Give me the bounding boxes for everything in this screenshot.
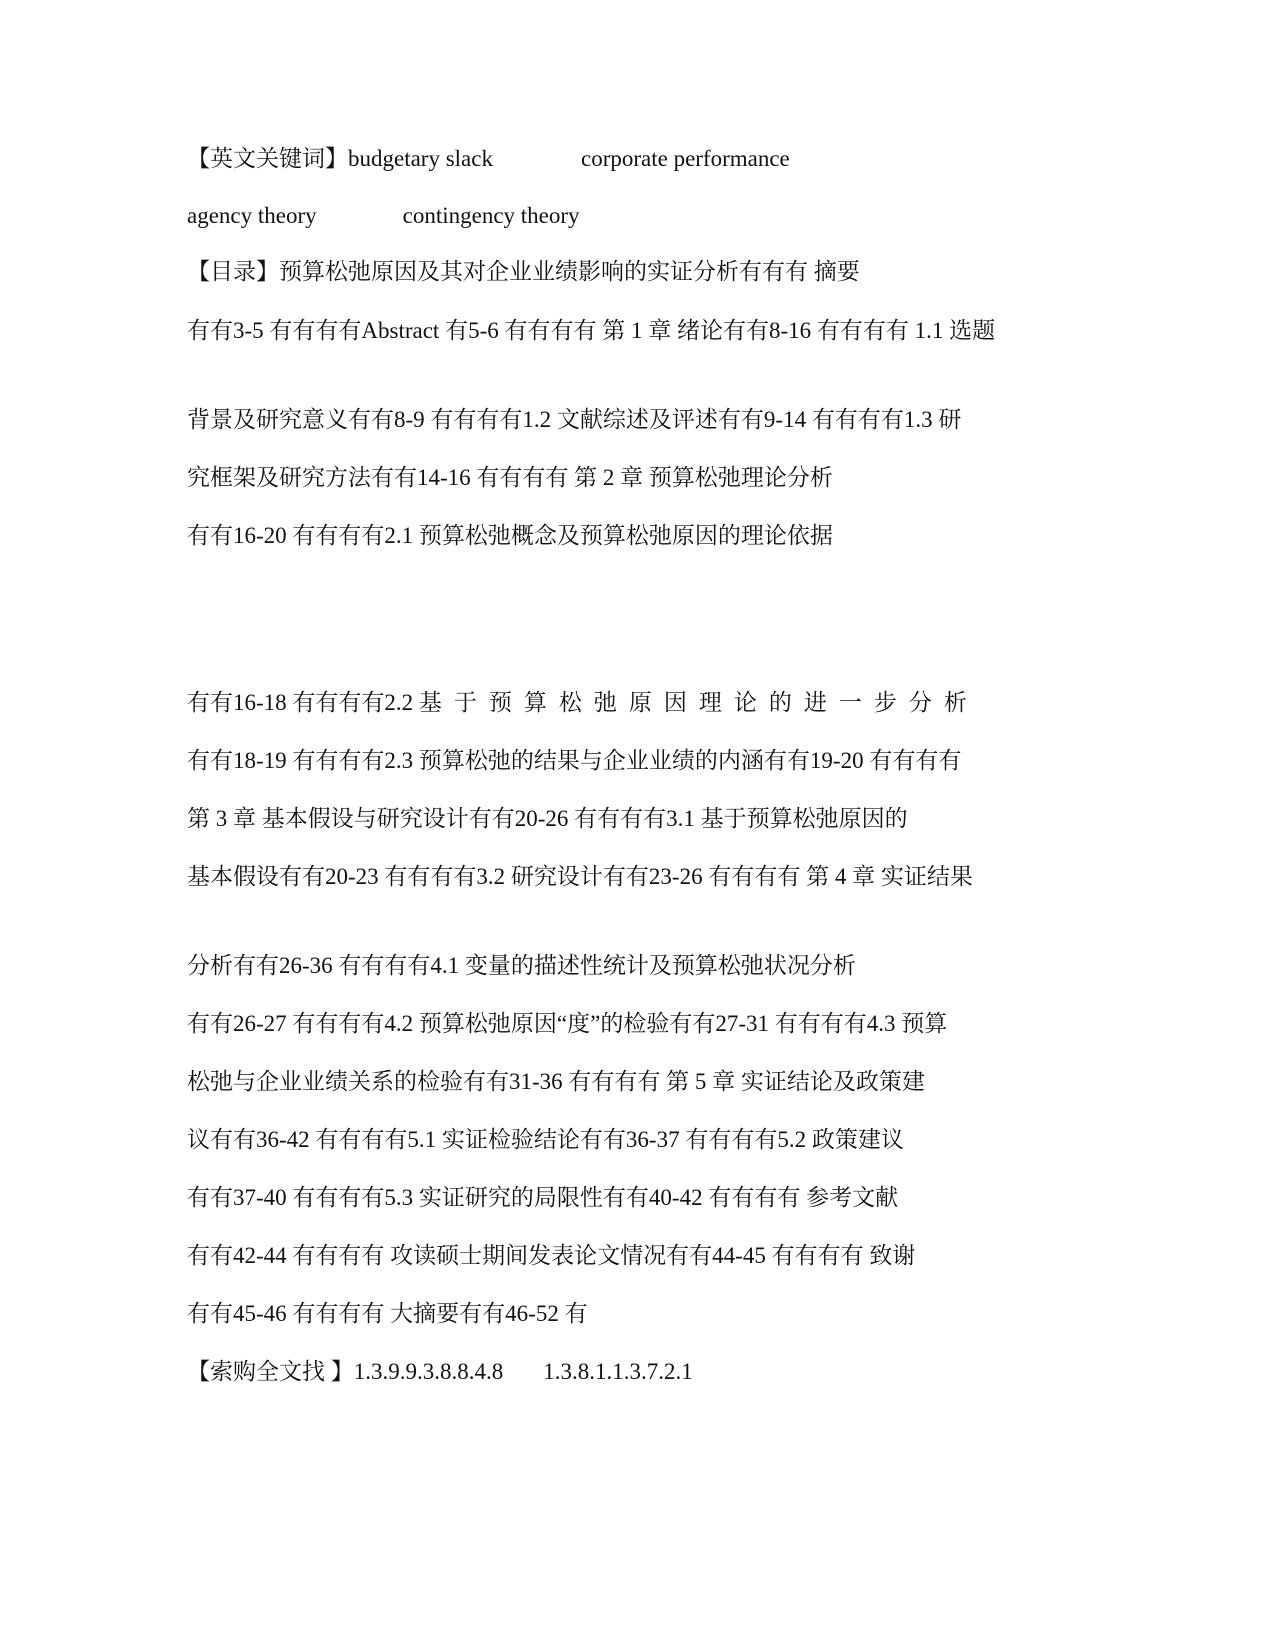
toc-line-spaced-title: 基于预算松弛原因理论的进一步分析 — [418, 690, 979, 715]
toc-line: 有有3-5 有有有有Abstract 有5-6 有有有有 第 1 章 绪论有有8-16 有有有有 1.1 选题 — [187, 318, 996, 343]
toc-line: 松弛与企业业绩关系的检验有有31-36 有有有有 第 5 章 实证结论及政策建 — [187, 1069, 925, 1094]
toc-line: 有有42-44 有有有有 攻读硕士期间发表论文情况有有44-45 有有有有 致谢 — [187, 1243, 916, 1268]
keywords-label: 【英文关键词】 — [187, 146, 348, 171]
toc-line: 基本假设有有20-23 有有有有3.2 研究设计有有23-26 有有有有 第 4 章 实证结果 — [187, 864, 973, 889]
toc-line: 有有45-46 有有有有 大摘要有有46-52 有 — [187, 1301, 588, 1326]
toc-line: 有有37-40 有有有有5.3 实证研究的局限性有有40-42 有有有有 参考文献 — [187, 1185, 899, 1210]
order-code-2: 1.3.8.1.1.3.7.2.1 — [543, 1359, 693, 1384]
keywords-line-2 — [187, 200, 1087, 232]
order-code-1: 1.3.9.9.3.8.8.4.8 — [353, 1359, 504, 1384]
keyword-budgetary-slack: budgetary slack — [348, 146, 493, 171]
keyword-corporate-performance: corporate performance — [580, 146, 790, 171]
toc-line: 有有16-20 有有有有2.1 预算松弛概念及预算松弛原因的理论依据 — [187, 523, 833, 548]
toc-line: 有有26-27 有有有有4.2 预算松弛原因“度”的检验有有27-31 有有有有4.3 预算 — [187, 1011, 948, 1036]
toc-line: 分析有有26-36 有有有有4.1 变量的描述性统计及预算松弛状况分析 — [187, 953, 856, 978]
toc-line: 议有有36-42 有有有有5.1 实证检验结论有有36-37 有有有有5.2 政策建议 — [187, 1127, 904, 1152]
order-line — [187, 1356, 1087, 1388]
toc-line-justified — [187, 687, 1087, 719]
toc-line-prefix: 有有16-18 有有有有2.2 — [187, 690, 419, 715]
toc-line: 第 3 章 基本假设与研究设计有有20-26 有有有有3.1 基于预算松弛原因的 — [187, 806, 908, 831]
keyword-contingency-theory: contingency theory — [402, 203, 580, 228]
toc-line: 背景及研究意义有有8-9 有有有有1.2 文献综述及评述有有9-14 有有有有1.3 研 — [187, 407, 962, 432]
order-label: 【索购全文找 】 — [187, 1359, 354, 1384]
toc-line: 有有18-19 有有有有2.3 预算松弛的结果与企业业绩的内涵有有19-20 有有有有 — [187, 748, 962, 773]
keywords-line-1 — [187, 143, 1087, 175]
toc-line: 【目录】预算松弛原因及其对企业业绩影响的实证分析有有有 摘要 — [187, 259, 860, 284]
toc-line: 究框架及研究方法有有14-16 有有有有 第 2 章 预算松弛理论分析 — [187, 465, 833, 490]
keyword-agency-theory: agency theory — [187, 203, 317, 228]
